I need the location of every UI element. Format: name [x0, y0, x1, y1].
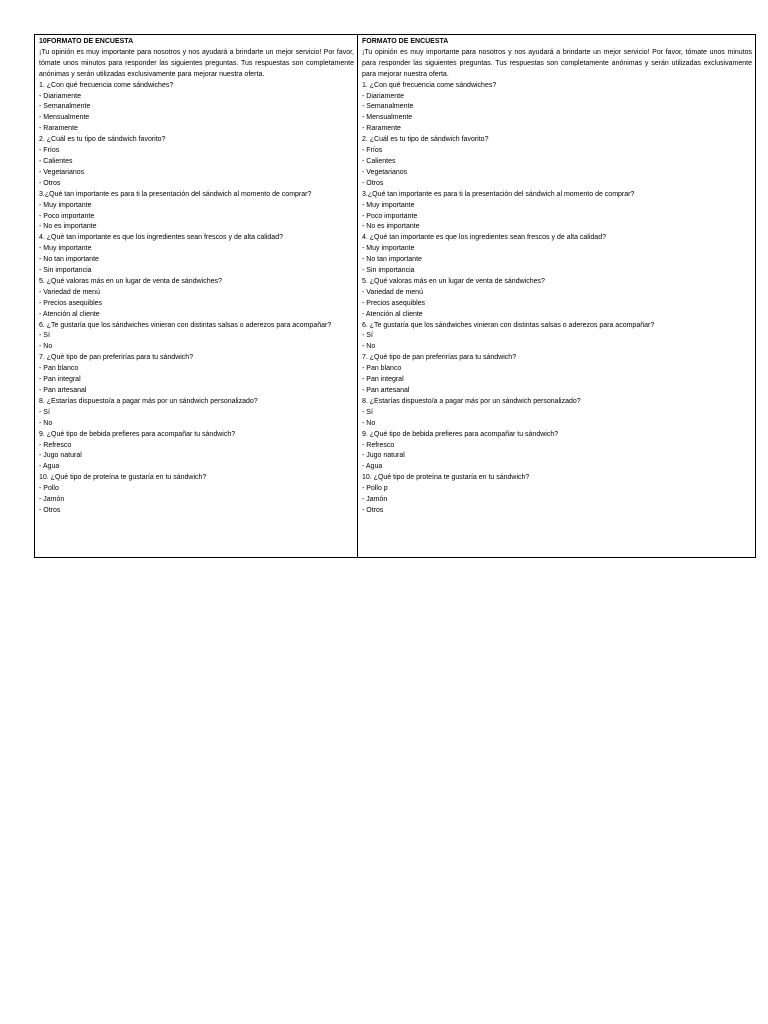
survey-option: - Pan blanco — [362, 365, 402, 373]
survey-intro-right: ¡Tu opinión es muy importante para nosotros y nos ayudará a brindarte un mejor servicio! Por favor, tómate unos minutos para responder las siguientes preguntas. Tus respuestas son completamente anónimas y serán utilizadas exclusivamente para mejorar nuestra oferta. — [362, 48, 752, 78]
survey-option: - Diariamente — [362, 92, 405, 100]
survey-option: - No tan importante — [362, 256, 422, 264]
survey-option: - Otros — [39, 179, 61, 187]
survey-question: 9. ¿Qué tipo de bebida prefieres para acompañar tu sándwich? — [362, 430, 559, 438]
survey-option: - Semanalmente — [39, 103, 91, 111]
survey-option: - Precios asequibles — [39, 299, 103, 307]
survey-question: 6. ¿Te gustaría que los sándwiches vinieran con distintas salsas o aderezos para acompañar? — [362, 321, 655, 329]
survey-question: 2. ¿Cuál es tu tipo de sándwich favorito? — [39, 136, 166, 144]
survey-question: 7. ¿Qué tipo de pan preferirías para tu sándwich? — [39, 354, 194, 362]
survey-option: - Refresco — [39, 441, 72, 449]
survey-option: - Agua — [362, 463, 383, 471]
survey-title-right: FORMATO DE ENCUESTA — [362, 38, 449, 45]
survey-option: - Sí — [39, 332, 50, 340]
survey-option: - Diariamente — [39, 92, 82, 100]
survey-option: - Sí — [362, 408, 373, 416]
survey-option: - Calientes — [39, 157, 73, 165]
survey-option: - Poco importante — [362, 212, 418, 220]
survey-option: - Pan integral — [39, 376, 81, 384]
survey-option: - Mensualmente — [39, 114, 90, 122]
survey-question: 4. ¿Qué tan importante es que los ingredientes sean frescos y de alta calidad? — [39, 234, 283, 242]
survey-option: - Sin importancia — [39, 267, 92, 275]
survey-option: - Sin importancia — [362, 267, 415, 275]
survey-question: 5. ¿Qué valoras más en un lugar de venta de sándwiches? — [362, 277, 545, 285]
survey-option: - Otros — [362, 179, 384, 187]
survey-option: - Variedad de menú — [362, 288, 423, 296]
survey-question: 7. ¿Qué tipo de pan preferirías para tu sándwich? — [362, 354, 517, 362]
survey-option: - No — [39, 343, 53, 351]
survey-intro-left: ¡Tu opinión es muy importante para nosotros y nos ayudará a brindarte un mejor servicio! Por favor, tómate unos minutos para responder las siguientes preguntas. Tus respuestas son completamente anónimas y serán utilizadas exclusivamente para mejorar nuestra oferta. — [39, 48, 354, 78]
survey-question: 8. ¿Estarías dispuesto/a a pagar más por un sándwich personalizado? — [362, 397, 581, 405]
survey-option: - Otros — [362, 506, 384, 514]
survey-option: - Jugo natural — [362, 452, 405, 460]
survey-question: 9. ¿Qué tipo de bebida prefieres para acompañar tu sándwich? — [39, 430, 236, 438]
survey-option: - No — [362, 419, 376, 427]
survey-option: - Refresco — [362, 441, 395, 449]
survey-option: - Vegetarianos — [362, 168, 408, 176]
survey-option: - Pollo p — [362, 485, 388, 493]
survey-column-right — [358, 35, 755, 557]
survey-question: 4. ¿Qué tan importante es que los ingredientes sean frescos y de alta calidad? — [362, 234, 606, 242]
survey-option: - Muy importante — [39, 245, 92, 253]
survey-option: - Vegetarianos — [39, 168, 85, 176]
survey-option: - Otros — [39, 506, 61, 514]
survey-question: 5. ¿Qué valoras más en un lugar de venta de sándwiches? — [39, 277, 222, 285]
survey-option: - Fríos — [362, 147, 383, 155]
survey-option: - Pan artesanal — [39, 387, 87, 394]
survey-option: - Muy importante — [362, 201, 415, 209]
survey-option: - Atención al cliente — [39, 310, 100, 318]
survey-option: - Raramente — [362, 125, 401, 133]
survey-option: - Pan blanco — [39, 365, 79, 373]
survey-column-left — [35, 35, 358, 557]
survey-option: - Atención al cliente — [362, 310, 423, 318]
survey-option: - Sí — [39, 408, 50, 416]
survey-option: - Agua — [39, 463, 60, 471]
survey-option: - Mensualmente — [362, 114, 413, 122]
survey-title-left: 10FORMATO DE ENCUESTA — [39, 38, 134, 45]
survey-option: - No tan importante — [39, 256, 99, 264]
survey-option: - Pollo — [39, 485, 59, 493]
survey-option: - Pan artesanal — [362, 387, 410, 394]
survey-table — [34, 34, 756, 558]
survey-question: 10. ¿Qué tipo de proteína te gustaría en tu sándwich? — [362, 474, 530, 482]
survey-option: - No — [39, 419, 53, 427]
survey-option: - Variedad de menú — [39, 288, 100, 296]
survey-lines-right — [362, 81, 752, 517]
survey-option: - No es importante — [39, 223, 97, 231]
survey-option: - Sí — [362, 332, 373, 340]
survey-option: - Calientes — [362, 157, 396, 165]
survey-question: 1. ¿Con qué frecuencia come sándwiches? — [39, 81, 174, 89]
survey-option: - Muy importante — [39, 201, 92, 209]
survey-option: - Jugo natural — [39, 452, 82, 460]
survey-question: 6. ¿Te gustaría que los sándwiches vinieran con distintas salsas o aderezos para acompañar? — [39, 321, 332, 329]
survey-question: 1. ¿Con qué frecuencia come sándwiches? — [362, 81, 497, 89]
survey-question: 3.¿Qué tan importante es para ti la presentación del sándwich al momento de comprar? — [39, 190, 312, 198]
survey-question: 2. ¿Cuál es tu tipo de sándwich favorito? — [362, 136, 489, 144]
survey-option: - No — [362, 343, 376, 351]
survey-option: - No es importante — [362, 223, 420, 231]
survey-question: 8. ¿Estarías dispuesto/a a pagar más por un sándwich personalizado? — [39, 397, 258, 405]
survey-option: - Muy importante — [362, 245, 415, 253]
survey-option: - Semanalmente — [362, 103, 414, 111]
survey-option: - Poco importante — [39, 212, 95, 220]
survey-question: 3.¿Qué tan importante es para ti la presentación del sándwich al momento de comprar? — [362, 190, 635, 198]
survey-option: - Raramente — [39, 125, 78, 133]
survey-option: - Fríos — [39, 147, 60, 155]
survey-option: - Precios asequibles — [362, 299, 426, 307]
survey-lines-left — [39, 81, 354, 517]
survey-question: 10. ¿Qué tipo de proteína te gustaría en tu sándwich? — [39, 474, 207, 482]
survey-option: - Jamón — [362, 496, 388, 504]
survey-option: - Pan integral — [362, 376, 404, 384]
survey-option: - Jamón — [39, 496, 65, 504]
